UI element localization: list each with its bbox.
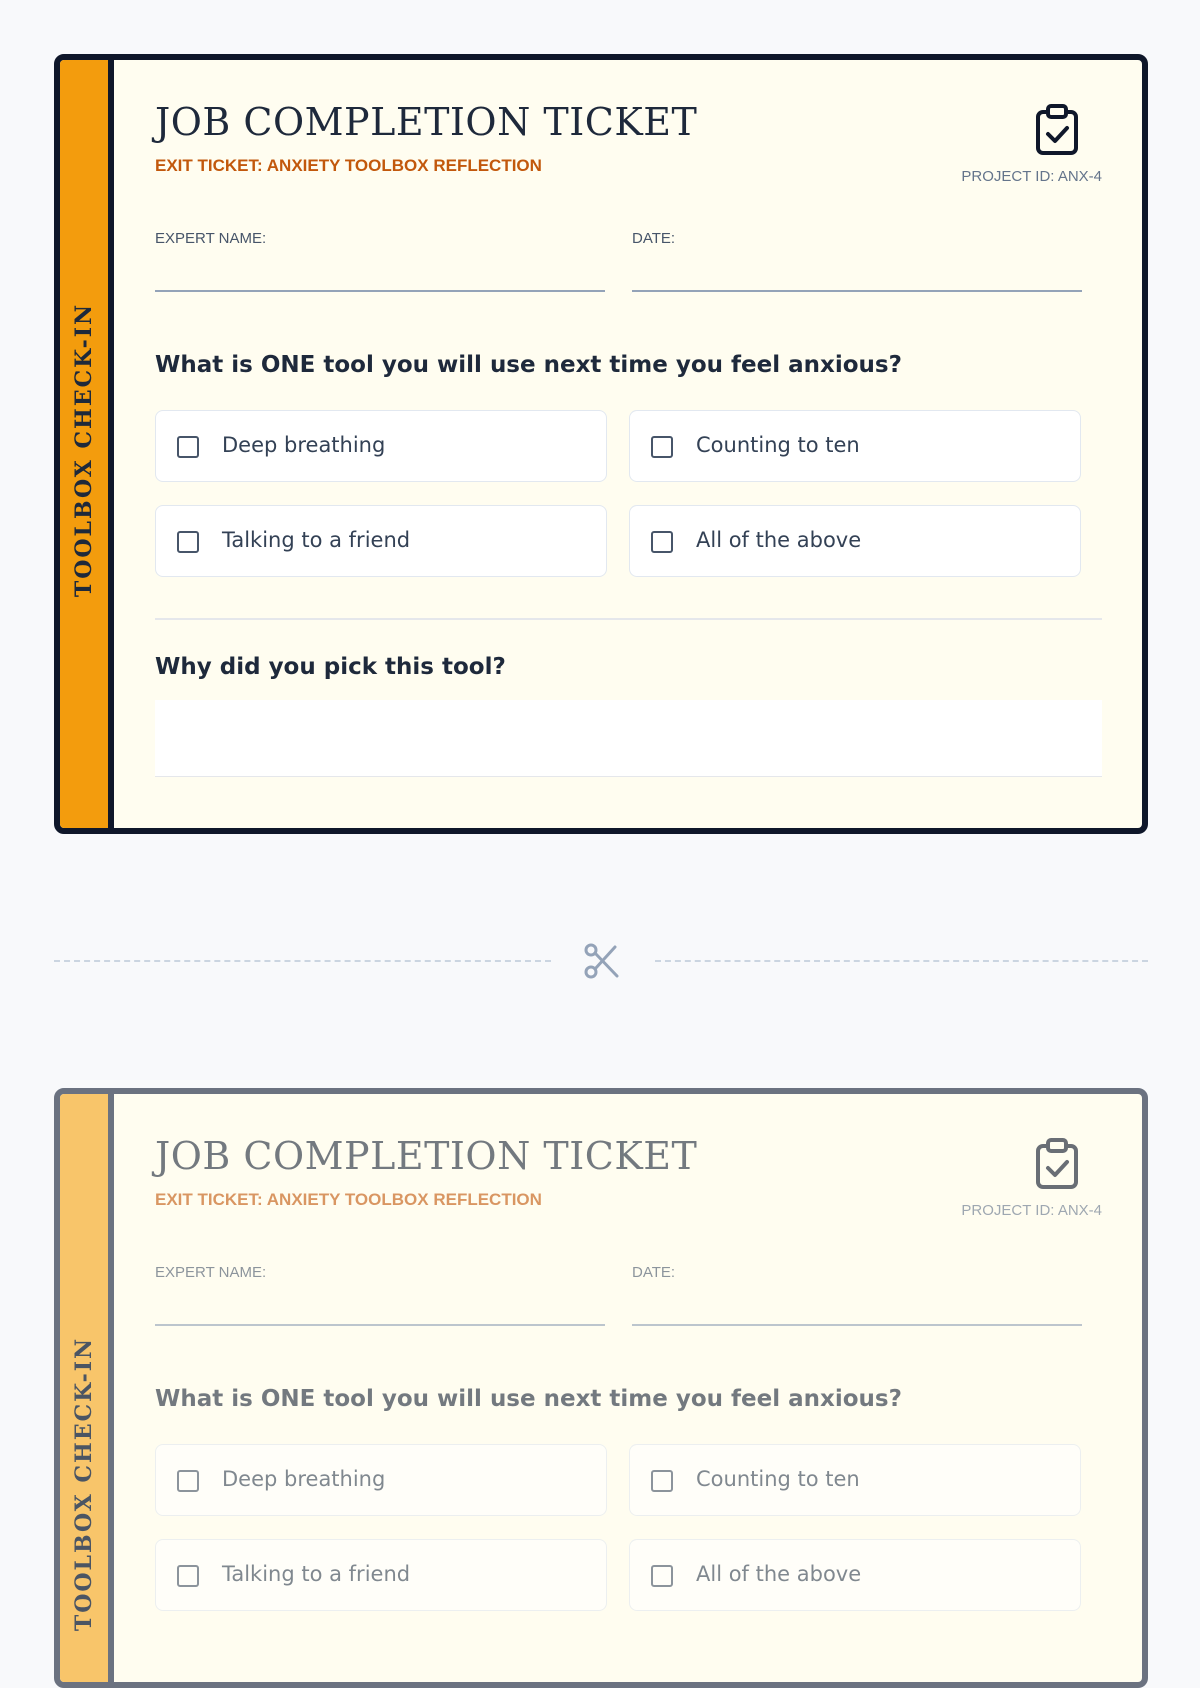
scissors-icon bbox=[583, 942, 621, 980]
option-label: Counting to ten bbox=[696, 1467, 860, 1491]
date-field[interactable] bbox=[632, 290, 1082, 292]
date-label: DATE: bbox=[632, 230, 676, 247]
ticket-title: JOB COMPLETION TICKET bbox=[155, 100, 698, 144]
divider bbox=[155, 618, 1102, 620]
exit-ticket-2 bbox=[54, 1088, 1148, 1688]
option-label: All of the above bbox=[696, 528, 862, 552]
option-label: Deep breathing bbox=[222, 433, 386, 457]
question-why: Why did you pick this tool? bbox=[155, 654, 506, 680]
option-deep-breathing[interactable] bbox=[155, 410, 607, 482]
cut-line-left bbox=[54, 960, 551, 964]
ticket-content bbox=[114, 60, 1142, 828]
ticket-content bbox=[114, 1094, 1142, 1682]
option-talking-to-friend[interactable] bbox=[155, 1539, 607, 1611]
why-answer-box[interactable] bbox=[155, 700, 1102, 777]
sidebar-label: TOOLBOX CHECK-IN bbox=[71, 302, 97, 598]
checkbox[interactable] bbox=[651, 436, 673, 458]
clipboard-check-icon bbox=[1035, 104, 1079, 156]
project-id: PROJECT ID: ANX-4 bbox=[961, 1202, 1102, 1219]
date-field[interactable] bbox=[632, 1324, 1082, 1326]
option-talking-to-friend[interactable] bbox=[155, 505, 607, 577]
ticket-title: JOB COMPLETION TICKET bbox=[155, 1134, 698, 1178]
option-label: Talking to a friend bbox=[222, 528, 411, 552]
sidebar-label: TOOLBOX CHECK-IN bbox=[71, 1336, 97, 1632]
option-label: Counting to ten bbox=[696, 433, 860, 457]
option-all-of-above[interactable] bbox=[629, 1539, 1081, 1611]
ticket-sidebar bbox=[60, 60, 114, 828]
question-one-tool: What is ONE tool you will use next time you feel anxious? bbox=[155, 352, 902, 378]
checkbox[interactable] bbox=[177, 1565, 199, 1587]
option-deep-breathing[interactable] bbox=[155, 1444, 607, 1516]
checkbox[interactable] bbox=[177, 436, 199, 458]
project-id: PROJECT ID: ANX-4 bbox=[961, 168, 1102, 185]
ticket-subtitle: EXIT TICKET: ANXIETY TOOLBOX REFLECTION bbox=[155, 156, 542, 175]
option-counting-to-ten[interactable] bbox=[629, 410, 1081, 482]
option-all-of-above[interactable] bbox=[629, 505, 1081, 577]
expert-name-field[interactable] bbox=[155, 290, 605, 292]
checkbox[interactable] bbox=[177, 531, 199, 553]
date-label: DATE: bbox=[632, 1264, 676, 1281]
checkbox[interactable] bbox=[651, 531, 673, 553]
option-counting-to-ten[interactable] bbox=[629, 1444, 1081, 1516]
clipboard-check-icon bbox=[1035, 1138, 1079, 1190]
ticket-subtitle: EXIT TICKET: ANXIETY TOOLBOX REFLECTION bbox=[155, 1190, 542, 1209]
expert-name-label: EXPERT NAME: bbox=[155, 230, 267, 247]
expert-name-field[interactable] bbox=[155, 1324, 605, 1326]
option-label: Deep breathing bbox=[222, 1467, 386, 1491]
option-label: All of the above bbox=[696, 1562, 862, 1586]
cut-line-right bbox=[655, 960, 1148, 964]
checkbox[interactable] bbox=[177, 1470, 199, 1492]
ticket-sidebar bbox=[60, 1094, 114, 1682]
exit-ticket-1 bbox=[54, 54, 1148, 834]
option-label: Talking to a friend bbox=[222, 1562, 411, 1586]
expert-name-label: EXPERT NAME: bbox=[155, 1264, 267, 1281]
checkbox[interactable] bbox=[651, 1470, 673, 1492]
question-one-tool: What is ONE tool you will use next time you feel anxious? bbox=[155, 1386, 902, 1412]
checkbox[interactable] bbox=[651, 1565, 673, 1587]
